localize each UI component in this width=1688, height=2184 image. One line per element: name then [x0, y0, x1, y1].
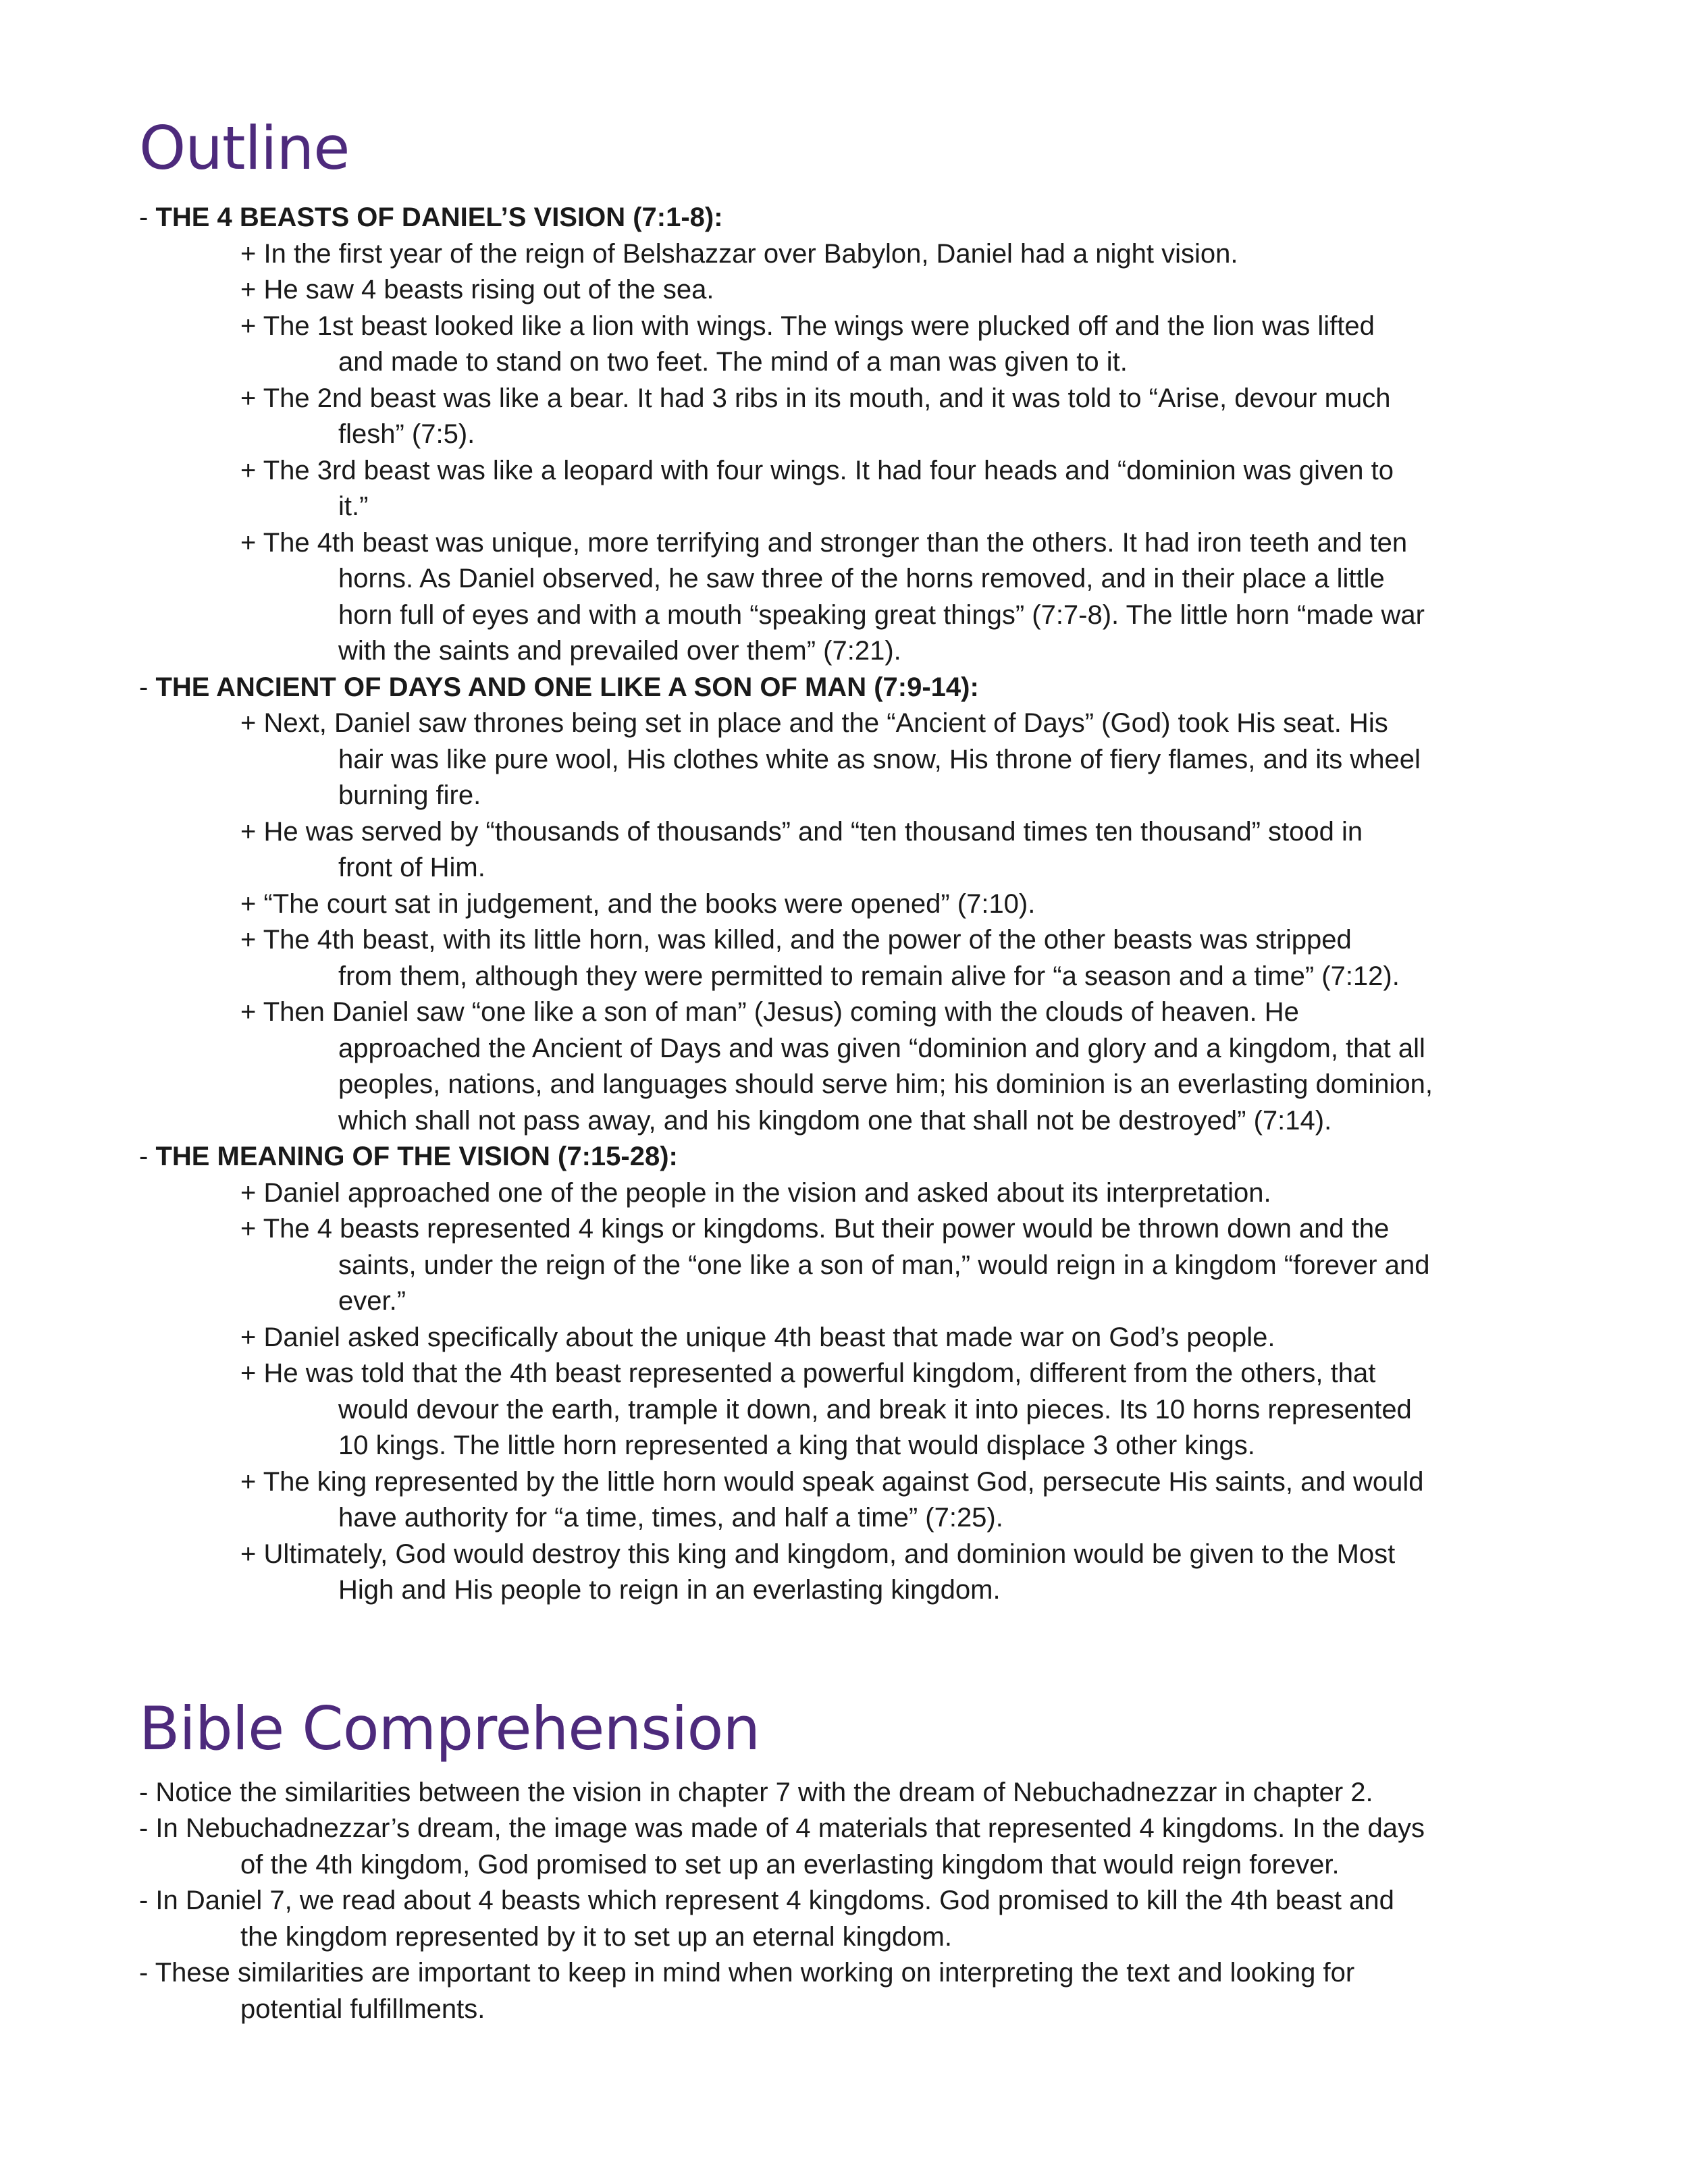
outline-title: Outline [139, 113, 350, 183]
outline-bullet-item [139, 525, 1571, 670]
heading-dash: - [139, 203, 156, 232]
comprehension-item [139, 1883, 1571, 1955]
bullet-line: + He saw 4 beasts rising out of the sea. [240, 275, 714, 304]
outline-bullet-item [139, 705, 1571, 814]
heading-dash: - [139, 1142, 156, 1171]
bullet-continuation-line: would devour the earth, trample it down, and break it into pieces. Its 10 horns represented [338, 1394, 1412, 1424]
bullet-line: + “The court sat in judgement, and the books were opened” (7:10). [240, 888, 1036, 919]
outline-bullet-item [139, 453, 1571, 525]
outline-body [139, 200, 1571, 1609]
comprehension-item [139, 1775, 1571, 1811]
bullet-line: + The king represented by the little horn would speak against God, persecute His saints, and would [240, 1466, 1424, 1497]
bullet-continuation-line: approached the Ancient of Days and was given “dominion and glory and a kingdom, that all [338, 1033, 1425, 1063]
bullet-continuation-line: front of Him. [338, 853, 485, 882]
comprehension-continuation-line: potential fulfillments. [240, 1994, 485, 2024]
bullet-line: + The 4 beasts represented 4 kings or kingdoms. But their power would be thrown down and the [240, 1214, 1390, 1244]
outline-bullet-item [139, 994, 1571, 1139]
bullet-continuation-line: hair was like pure wool, His clothes white as snow, His throne of fiery flames, and its wheel [338, 744, 1421, 774]
comprehension-line: - In Nebuchadnezzar’s dream, the image was made of 4 materials that represented 4 kingdoms. In the days [139, 1813, 1425, 1843]
comprehension-continuation-line: the kingdom represented by it to set up an eternal kingdom. [240, 1921, 952, 1952]
bullet-line: + Ultimately, God would destroy this king and kingdom, and dominion would be given to the Most [240, 1539, 1396, 1569]
outline-bullet-item [139, 309, 1571, 381]
outline-bullet-item [139, 1537, 1571, 1609]
comprehension-line: - Notice the similarities between the vision in chapter 7 with the dream of Nebuchadnezzar in chapter 2. [139, 1777, 1373, 1807]
heading-label: THE ANCIENT OF DAYS AND ONE LIKE A SON OF MAN (7:9-14): [155, 672, 979, 702]
bullet-line: + Then Daniel saw “one like a son of man” (Jesus) coming with the clouds of heaven. He [240, 997, 1299, 1027]
outline-bullet-item [139, 1320, 1571, 1356]
document-page [139, 115, 1571, 2027]
bullet-continuation-line: ever.” [338, 1286, 406, 1316]
outline-bullet-item [139, 1356, 1571, 1464]
bullet-line: + Daniel approached one of the people in the vision and asked about its interpretation. [240, 1177, 1271, 1208]
comprehension-line: - In Daniel 7, we read about 4 beasts which represent 4 kingdoms. God promised to kill the 4th beast and [139, 1886, 1394, 1915]
bullet-line: + Next, Daniel saw thrones being set in place and the “Ancient of Days” (God) took His seat. His [240, 708, 1388, 738]
bullet-continuation-line: horn full of eyes and with a mouth “speaking great things” (7:7-8). The little horn “made war [338, 600, 1425, 630]
outline-section-heading [139, 200, 1571, 236]
bullet-continuation-line: with the saints and prevailed over them” (7:21). [338, 636, 901, 666]
bullet-continuation-line: from them, although they were permitted to remain alive for “a season and a time” (7:12). [338, 961, 1400, 991]
bullet-continuation-line: have authority for “a time, times, and half a time” (7:25). [338, 1503, 1003, 1533]
outline-bullet-item [139, 236, 1571, 273]
bullet-continuation-line: which shall not pass away, and his kingdom one that shall not be destroyed” (7:14). [338, 1105, 1332, 1136]
bullet-continuation-line: flesh” (7:5). [338, 419, 475, 449]
bullet-continuation-line: horns. As Daniel observed, he saw three of the horns removed, and in their place a little [338, 564, 1385, 593]
outline-bullet-item [139, 922, 1571, 994]
bullet-line: + He was served by “thousands of thousands” and “ten thousand times ten thousand” stood in [240, 816, 1363, 847]
outline-section-heading [139, 670, 1571, 706]
bullet-continuation-line: 10 kings. The little horn represented a king that would displace 3 other kings. [338, 1431, 1255, 1460]
outline-bullet-item [139, 886, 1571, 923]
heading-label: THE 4 BEASTS OF DANIEL’S VISION (7:1-8): [155, 203, 723, 232]
bullet-line: + In the first year of the reign of Belshazzar over Babylon, Daniel had a night vision. [240, 238, 1238, 269]
bullet-line: + Daniel asked specifically about the unique 4th beast that made war on God’s people. [240, 1322, 1275, 1352]
bullet-line: + The 4th beast was unique, more terrifying and stronger than the others. It had iron teeth and ten [240, 527, 1408, 558]
bullet-continuation-line: peoples, nations, and languages should serve him; his dominion is an everlasting dominion, [338, 1069, 1433, 1099]
heading-dash: - [139, 672, 156, 702]
heading-label: THE MEANING OF THE VISION (7:15-28): [155, 1142, 678, 1171]
comprehension-line: - These similarities are important to keep in mind when working on interpreting the text and looking for [139, 1958, 1355, 1988]
outline-bullet-item [139, 1211, 1571, 1320]
outline-bullet-item [139, 272, 1571, 309]
bullet-line: + The 4th beast, with its little horn, was killed, and the power of the other beasts was stripped [240, 925, 1352, 955]
outline-bullet-item [139, 381, 1571, 453]
comprehension-item [139, 1955, 1571, 2027]
comprehension-item [139, 1811, 1571, 1883]
comprehension-continuation-line: of the 4th kingdom, God promised to set up an everlasting kingdom that would reign forever. [240, 1849, 1340, 1880]
bible-comprehension-title: Bible Comprehension [139, 1693, 760, 1763]
bullet-continuation-line: High and His people to reign in an everlasting kingdom. [338, 1575, 1001, 1605]
bullet-continuation-line: it.” [338, 491, 369, 521]
outline-bullet-item [139, 814, 1571, 886]
bullet-continuation-line: saints, under the reign of the “one like a son of man,” would reign in a kingdom “forever and [338, 1250, 1430, 1280]
bullet-line: + The 2nd beast was like a bear. It had 3 ribs in its mouth, and it was told to “Arise, devour much [240, 383, 1391, 413]
bullet-continuation-line: burning fire. [338, 780, 481, 810]
outline-bullet-item [139, 1464, 1571, 1537]
bible-comprehension-body [139, 1775, 1571, 2028]
bullet-continuation-line: and made to stand on two feet. The mind of a man was given to it. [338, 347, 1128, 377]
outline-bullet-item [139, 1175, 1571, 1212]
bullet-line: + He was told that the 4th beast represented a powerful kingdom, different from the others, that [240, 1358, 1376, 1388]
outline-section-heading [139, 1139, 1571, 1175]
bullet-line: + The 3rd beast was like a leopard with four wings. It had four heads and “dominion was given to [240, 455, 1394, 485]
bullet-line: + The 1st beast looked like a lion with wings. The wings were plucked off and the lion was lifted [240, 311, 1375, 341]
